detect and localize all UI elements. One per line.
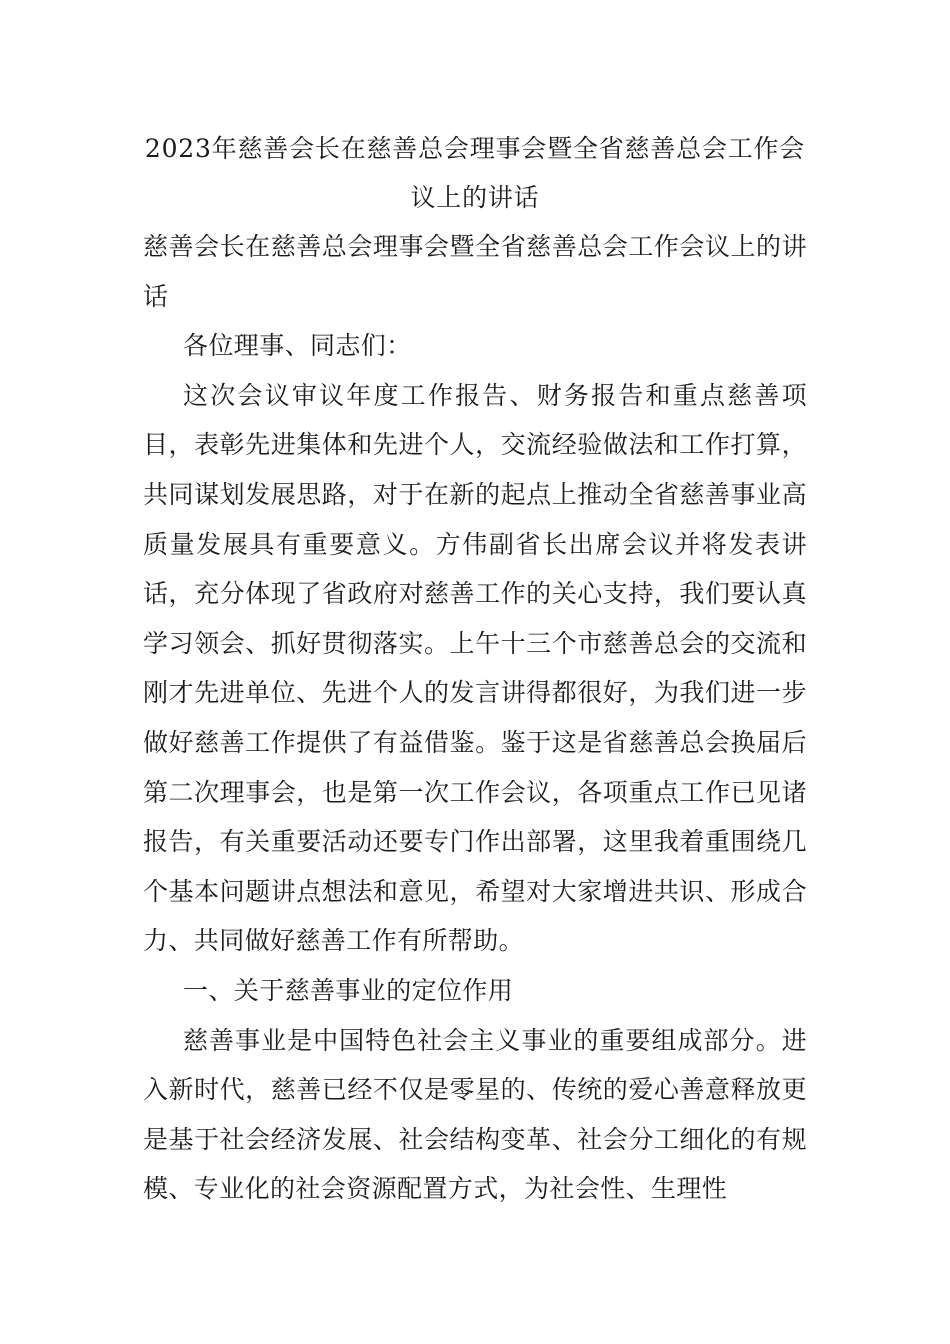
body-paragraph: 慈善事业是中国特色社会主义事业的重要组成部分。进入新时代，慈善已经不仅是零星的、传统的爱心善意释放更是基于社会经济发展、社会结构变革、社会分工细化的有规模、专业化的社会资源配置方式，为社会性、生理性: [143, 1025, 807, 1204]
document-subtitle: 慈善会长在慈善总会理事会暨全省慈善总会工作会议上的讲话: [143, 232, 807, 311]
salutation-paragraph: 各位理事、同志们：: [183, 331, 412, 361]
document-title: 2023年慈善会长在慈善总会理事会暨全省慈善总会工作会议上的讲话: [144, 134, 806, 212]
section-heading: 一、关于慈善事业的定位作用: [183, 975, 514, 1005]
body-paragraph: 这次会议审议年度工作报告、财务报告和重点慈善项目，表彰先进集体和先进个人，交流经验做法和工作打算，共同谋划发展思路，对于在新的起点上推动全省慈善事业高质量发展具有重要意义。方伟副省长出席会议并将发表讲话，充分体现了省政府对慈善工作的关心支持，我们要认真学习领会、抓好贯彻落实。上午十三个市慈善总会的交流和刚才先进单位、先进个人的发言讲得都很好，为我们进一步做好慈善工作提供了有益借鉴。鉴于这是省慈善总会换届后第二次理事会，也是第一次工作会议，各项重点工作已见诸报告，有关重要活动还要专门作出部署，这里我着重围绕几个基本问题讲点想法和意见，希望对大家增进共识、形成合力、共同做好慈善工作有所帮助。: [143, 380, 807, 956]
document-body: [143, 124, 807, 1214]
